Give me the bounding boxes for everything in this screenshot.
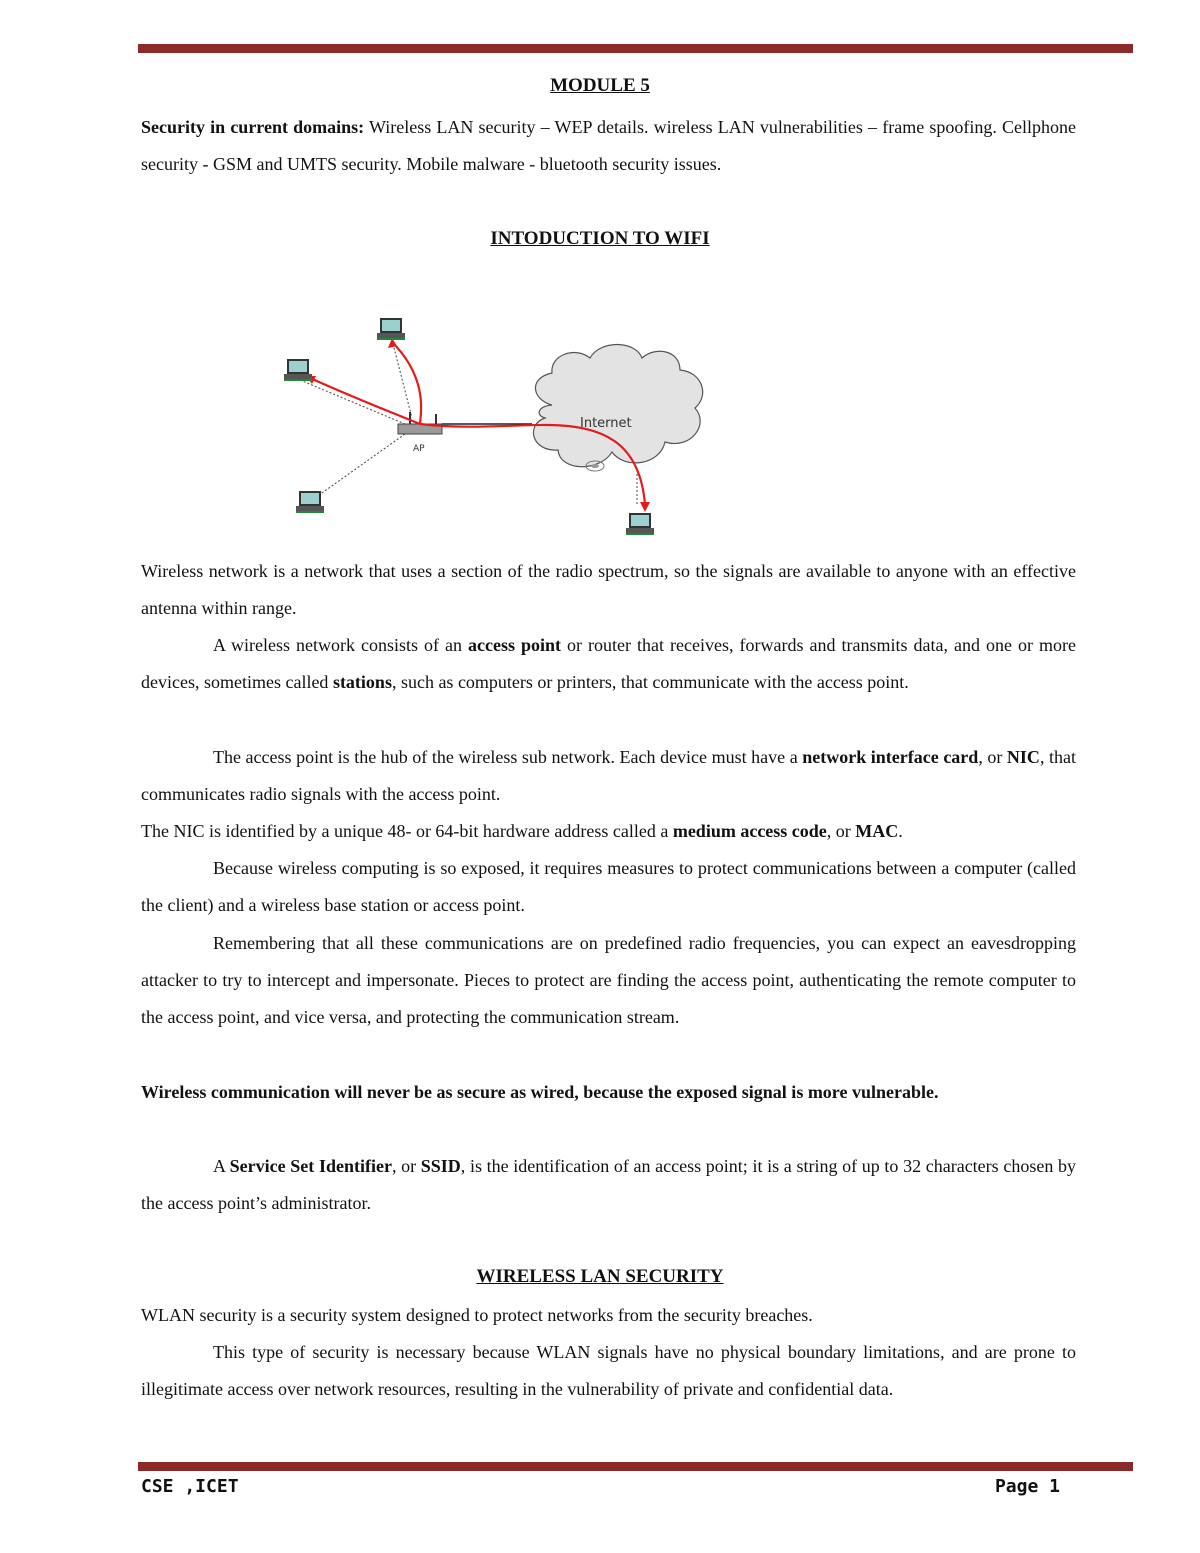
paragraph-access-point: A wireless network consists of an access point or router that receives, forwards and transmits data, and one or more devices, sometimes called stations, such as computers or printers, that communicate with the access point.: [141, 635, 1076, 692]
arrow-head-bottom: [640, 502, 650, 512]
term-ssid-abbr: SSID: [420, 1156, 461, 1176]
paragraph-nic: The access point is the hub of the wireless sub network. Each device must have a network interface card, or NIC, that communicates radio signals with the access point.: [141, 747, 1076, 804]
term-stations: stations: [332, 672, 392, 692]
wifi-network-diagram: [270, 300, 720, 550]
top-rule: [138, 44, 1133, 53]
paragraph-wired-vs-wireless: Wireless communication will never be as secure as wired, because the exposed signal is more vulnerable.: [141, 1082, 939, 1102]
wireless-link-left: [300, 380, 405, 424]
wireless-link-bottom: [312, 434, 405, 500]
footer-department: CSE ,ICET: [141, 1476, 239, 1497]
term-nic-abbr: NIC: [1006, 747, 1040, 767]
paragraph-eavesdropping: Remembering that all these communications are on predefined radio frequencies, you can expect an eavesdropping attacker to try to intercept and impersonate. Pieces to protect are finding the access point, authenticating the remote computer to the access point, and vice versa, and protecting the communication stream.: [141, 933, 1076, 1027]
laptop-icon-left: [284, 359, 312, 381]
term-nic: network interface card: [802, 747, 979, 767]
bottom-rule: [138, 1462, 1133, 1471]
laptop-icon-bottom-right: [626, 513, 654, 535]
paragraph-wlan-necessity: This type of security is necessary because WLAN signals have no physical boundary limitations, and are prone to illegitimate access over network resources, resulting in the vulnerability of private and confidential data.: [141, 1342, 1076, 1399]
paragraph-ssid: A Service Set Identifier, or SSID, is the identification of an access point; it is a string of up to 32 characters chosen by the access point’s administrator.: [141, 1156, 1076, 1213]
intro-paragraph: Security in current domains: Wireless LAN security – WEP details. wireless LAN vulnerabilities – frame spoofing. Cellphone security - GSM and UMTS security. Mobile malware - bluetooth security issues.: [141, 117, 1076, 174]
laptop-icon-bottom-left: [296, 491, 324, 513]
section-title-wifi: INTODUCTION TO WIFI: [490, 228, 710, 249]
paragraph-mac: The NIC is identified by a unique 48- or 64-bit hardware address called a medium access code, or MAC.: [141, 821, 903, 841]
footer-page-number: Page 1: [994, 1476, 1060, 1497]
intro-label: Security in current domains:: [141, 117, 365, 137]
term-mac: medium access code: [672, 821, 827, 841]
term-ssid: Service Set Identifier: [229, 1156, 392, 1176]
paragraph-wlan-security: WLAN security is a security system designed to protect networks from the security breaches.: [141, 1305, 813, 1325]
term-access-point: access point: [468, 635, 562, 655]
internet-label: Internet: [580, 416, 632, 431]
laptop-icon-top: [377, 318, 405, 340]
ap-label: AP: [413, 444, 425, 454]
term-mac-abbr: MAC: [855, 821, 899, 841]
internet-cloud-icon: [533, 345, 702, 472]
module-title: MODULE 5: [550, 75, 650, 96]
paragraph-exposure: Because wireless computing is so exposed, it requires measures to protect communications between a computer (called the client) and a wireless base station or access point.: [141, 858, 1076, 915]
section-title-wlan-security: WIRELESS LAN SECURITY: [476, 1266, 724, 1287]
paragraph-wireless-network: Wireless network is a network that uses a section of the radio spectrum, so the signals are available to anyone with an effective antenna within range.: [141, 561, 1076, 618]
